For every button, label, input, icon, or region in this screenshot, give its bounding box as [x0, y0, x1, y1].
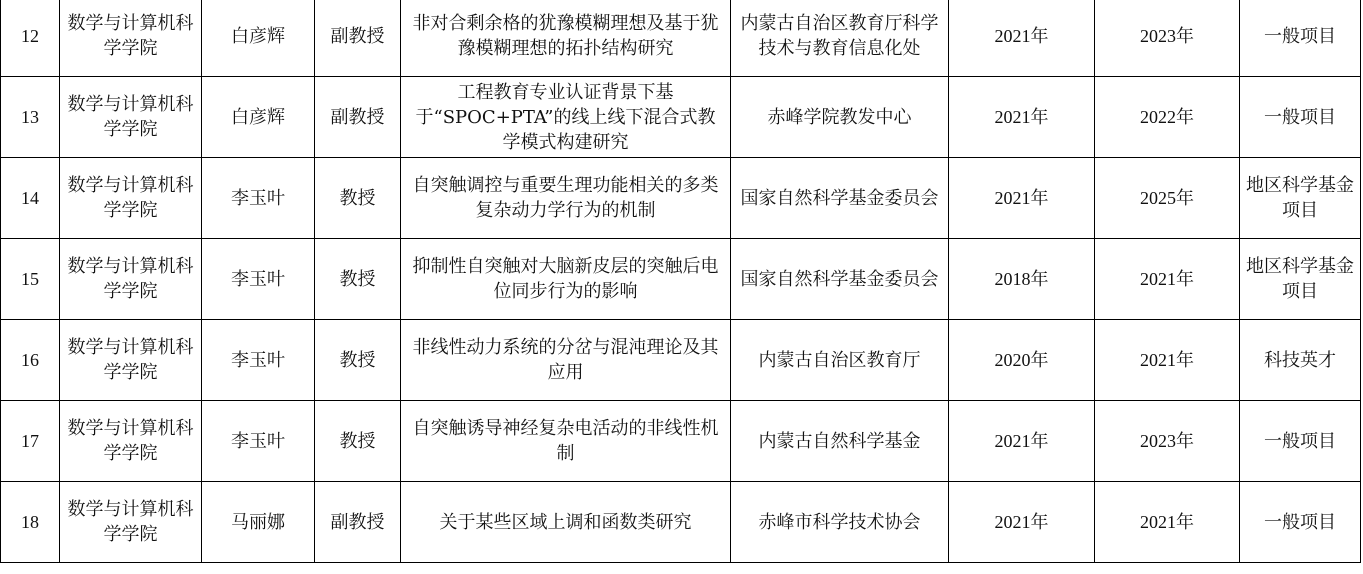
end-year-cell: 2021年	[1095, 320, 1240, 401]
college-cell: 数学与计算机科学学院	[60, 482, 202, 563]
name-cell: 白彦辉	[202, 77, 315, 158]
title-cell: 副教授	[315, 482, 401, 563]
project-cell: 关于某些区域上调和函数类研究	[401, 482, 731, 563]
start-year-cell: 2018年	[949, 239, 1095, 320]
title-cell: 教授	[315, 401, 401, 482]
start-year-cell: 2021年	[949, 482, 1095, 563]
category-cell: 一般项目	[1240, 77, 1361, 158]
project-cell: 抑制性自突触对大脑新皮层的突触后电位同步行为的影响	[401, 239, 731, 320]
college-cell: 数学与计算机科学学院	[60, 77, 202, 158]
college-cell: 数学与计算机科学学院	[60, 401, 202, 482]
source-cell: 赤峰市科学技术协会	[731, 482, 949, 563]
name-cell: 李玉叶	[202, 401, 315, 482]
end-year-cell: 2021年	[1095, 239, 1240, 320]
row-number: 14	[1, 158, 60, 239]
project-cell: 工程教育专业认证背景下基于“SPOC+PTA”的线上线下混合式教学模式构建研究	[401, 77, 731, 158]
title-cell: 教授	[315, 239, 401, 320]
source-cell: 国家自然科学基金委员会	[731, 239, 949, 320]
start-year-cell: 2021年	[949, 0, 1095, 77]
source-cell: 赤峰学院教发中心	[731, 77, 949, 158]
row-number: 17	[1, 401, 60, 482]
project-cell: 自突触诱导神经复杂电活动的非线性机制	[401, 401, 731, 482]
category-cell: 科技英才	[1240, 320, 1361, 401]
start-year-cell: 2021年	[949, 158, 1095, 239]
source-cell: 内蒙古自然科学基金	[731, 401, 949, 482]
table-row	[1, 0, 1361, 77]
table-row	[1, 158, 1361, 239]
name-cell: 李玉叶	[202, 239, 315, 320]
college-cell: 数学与计算机科学学院	[60, 158, 202, 239]
start-year-cell: 2021年	[949, 401, 1095, 482]
source-cell: 内蒙古自治区教育厅科学技术与教育信息化处	[731, 0, 949, 77]
table-row	[1, 401, 1361, 482]
name-cell: 李玉叶	[202, 320, 315, 401]
row-number: 16	[1, 320, 60, 401]
table-row	[1, 320, 1361, 401]
project-cell: 自突触调控与重要生理功能相关的多类复杂动力学行为的机制	[401, 158, 731, 239]
name-cell: 李玉叶	[202, 158, 315, 239]
college-cell: 数学与计算机科学学院	[60, 320, 202, 401]
college-cell: 数学与计算机科学学院	[60, 0, 202, 77]
end-year-cell: 2022年	[1095, 77, 1240, 158]
row-number: 13	[1, 77, 60, 158]
row-number: 18	[1, 482, 60, 563]
category-cell: 一般项目	[1240, 0, 1361, 77]
start-year-cell: 2021年	[949, 77, 1095, 158]
table-row	[1, 482, 1361, 563]
title-cell: 教授	[315, 320, 401, 401]
source-cell: 国家自然科学基金委员会	[731, 158, 949, 239]
category-cell: 一般项目	[1240, 482, 1361, 563]
category-cell: 一般项目	[1240, 401, 1361, 482]
end-year-cell: 2025年	[1095, 158, 1240, 239]
name-cell: 白彦辉	[202, 0, 315, 77]
title-cell: 教授	[315, 158, 401, 239]
name-cell: 马丽娜	[202, 482, 315, 563]
row-number: 15	[1, 239, 60, 320]
row-number: 12	[1, 0, 60, 77]
table-row	[1, 239, 1361, 320]
start-year-cell: 2020年	[949, 320, 1095, 401]
table-row	[1, 77, 1361, 158]
source-cell: 内蒙古自治区教育厅	[731, 320, 949, 401]
category-cell: 地区科学基金项目	[1240, 239, 1361, 320]
project-cell: 非对合剩余格的犹豫模糊理想及基于犹豫模糊理想的拓扑结构研究	[401, 0, 731, 77]
end-year-cell: 2023年	[1095, 401, 1240, 482]
college-cell: 数学与计算机科学学院	[60, 239, 202, 320]
category-cell: 地区科学基金项目	[1240, 158, 1361, 239]
project-cell: 非线性动力系统的分岔与混沌理论及其应用	[401, 320, 731, 401]
end-year-cell: 2023年	[1095, 0, 1240, 77]
title-cell: 副教授	[315, 77, 401, 158]
end-year-cell: 2021年	[1095, 482, 1240, 563]
title-cell: 副教授	[315, 0, 401, 77]
